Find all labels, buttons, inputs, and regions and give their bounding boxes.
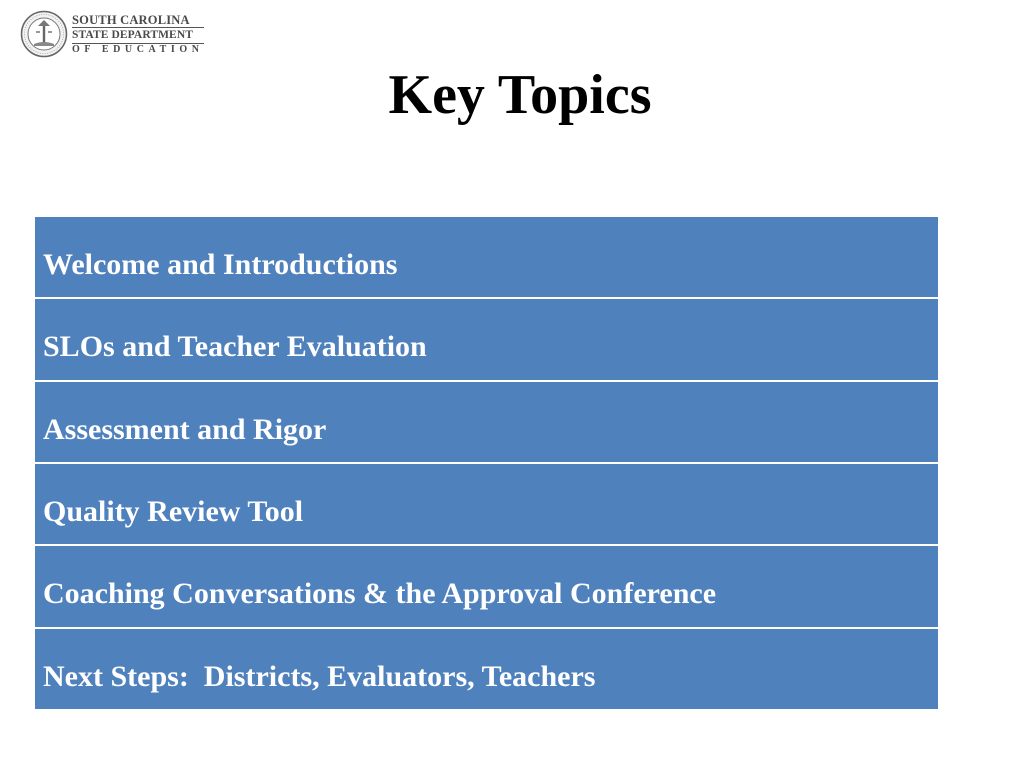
topic-row-welcome	[35, 217, 938, 297]
state-seal-icon	[20, 10, 68, 58]
slide-title: Key Topics	[388, 64, 652, 126]
topic-row-coaching	[35, 544, 938, 626]
logo-line-south-carolina: SOUTH CAROLINA	[72, 14, 204, 29]
topic-row-slos	[35, 297, 938, 379]
topic-row-assessment	[35, 380, 938, 462]
topic-row-quality-review	[35, 462, 938, 544]
topic-label: Coaching Conversations & the Approval Conference	[43, 577, 717, 611]
topic-label: SLOs and Teacher Evaluation	[43, 330, 427, 364]
logo-line-state-department: STATE DEPARTMENT	[72, 28, 204, 44]
topic-label: Quality Review Tool	[43, 495, 304, 529]
topic-label: Next Steps: Districts, Evaluators, Teachers	[43, 659, 596, 693]
topic-label: Welcome and Introductions	[43, 248, 398, 282]
logo-text	[72, 14, 204, 55]
topic-label: Assessment and Rigor	[43, 412, 327, 446]
key-topics-list	[35, 217, 938, 709]
logo-line-of-education: OF EDUCATION	[72, 43, 204, 55]
sc-department-of-education-logo	[20, 8, 204, 60]
topic-row-next-steps	[35, 627, 938, 709]
